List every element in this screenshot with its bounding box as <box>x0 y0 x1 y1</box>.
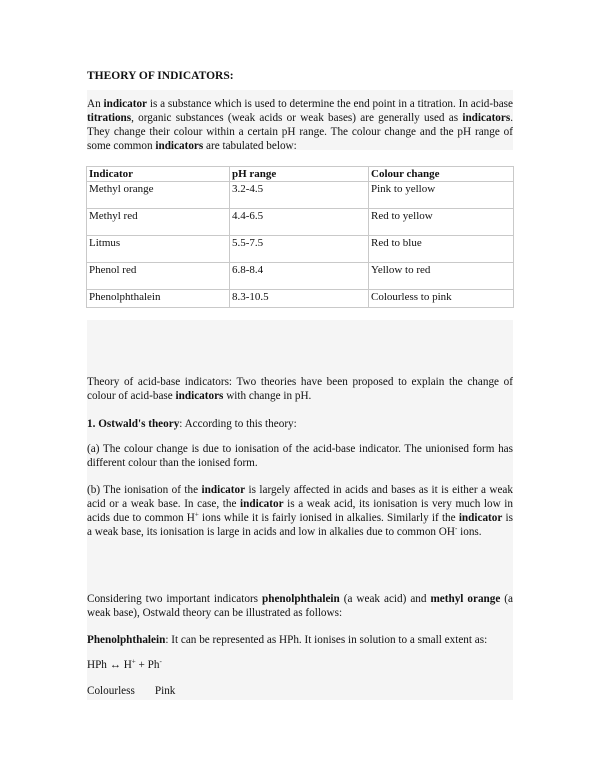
considering-paragraph: Considering two important indicators phenolphthalein (a weak acid) and methyl orange (a weak base), Ostwald theory can be illustrated as follows: <box>87 593 513 619</box>
point-b: (b) The ionisation of the indicator is largely affected in acids and bases as it is either a weak acid or a weak base. In case, the indicator is a weak acid, its ionisation is very much low in acids due to common H+ ions while it is fairly ionised in alkalies. Similarly if the indicator is a weak base, its ionisation is large in acids and low in alkalies due to common OH- ions. <box>87 484 514 538</box>
page-title: THEORY OF INDICATORS: <box>87 70 234 82</box>
table-row <box>87 290 514 308</box>
table-row <box>87 236 514 263</box>
ionisation-equation: HPh ↔ H+ + Ph- <box>87 657 162 671</box>
indicator-table-wrap <box>86 166 514 308</box>
pink-label: Pink <box>154 685 176 697</box>
table-cell: Phenolphthalein <box>87 290 230 308</box>
colourless-label: Colourless <box>87 685 135 697</box>
table-cell: 5.5-7.5 <box>230 236 369 263</box>
header-ph-range: pH range <box>230 167 369 182</box>
table-cell: Methyl orange <box>87 182 230 209</box>
phenolphthalein-paragraph: Phenolphthalein: It can be represented as HPh. It ionises in solution to a small extent as: <box>87 634 488 646</box>
colour-labels <box>87 684 513 698</box>
table-cell: Colourless to pink <box>369 290 514 308</box>
table-cell: 3.2-4.5 <box>230 182 369 209</box>
table-row <box>87 182 514 209</box>
table-cell: 4.4-6.5 <box>230 209 369 236</box>
table-cell: Pink to yellow <box>369 182 514 209</box>
table-cell: Methyl red <box>87 209 230 236</box>
table-cell: Phenol red <box>87 263 230 290</box>
indicator-table <box>86 166 514 308</box>
theory-paragraph: Theory of acid-base indicators: Two theories have been proposed to explain the change of colour of acid-base indicators with change in pH. <box>87 376 513 402</box>
table-row <box>87 263 514 290</box>
ostwald-heading: 1. Ostwald's theory: According to this theory: <box>87 418 297 430</box>
table-cell: Litmus <box>87 236 230 263</box>
table-cell: 6.8-8.4 <box>230 263 369 290</box>
table-row <box>87 209 514 236</box>
header-indicator: Indicator <box>87 167 230 182</box>
table-header-row <box>87 167 514 182</box>
table-cell: Red to blue <box>369 236 514 263</box>
table-cell: Red to yellow <box>369 209 514 236</box>
header-colour-change: Colour change <box>369 167 514 182</box>
intro-block <box>87 90 513 150</box>
theory-block <box>87 320 513 700</box>
point-a: (a) The colour change is due to ionisation of the acid-base indicator. The unionised form has different colour than the ionised form. <box>87 443 513 469</box>
intro-paragraph: An indicator is a substance which is used to determine the end point in a titration. In acid-base titrations, organic substances (weak acids or weak bases) are generally used as indicators. They change their colour within a certain pH range. The colour change and the pH range of some common indicators are tabulated below: <box>87 98 513 152</box>
table-cell: Yellow to red <box>369 263 514 290</box>
table-cell: 8.3-10.5 <box>230 290 369 308</box>
